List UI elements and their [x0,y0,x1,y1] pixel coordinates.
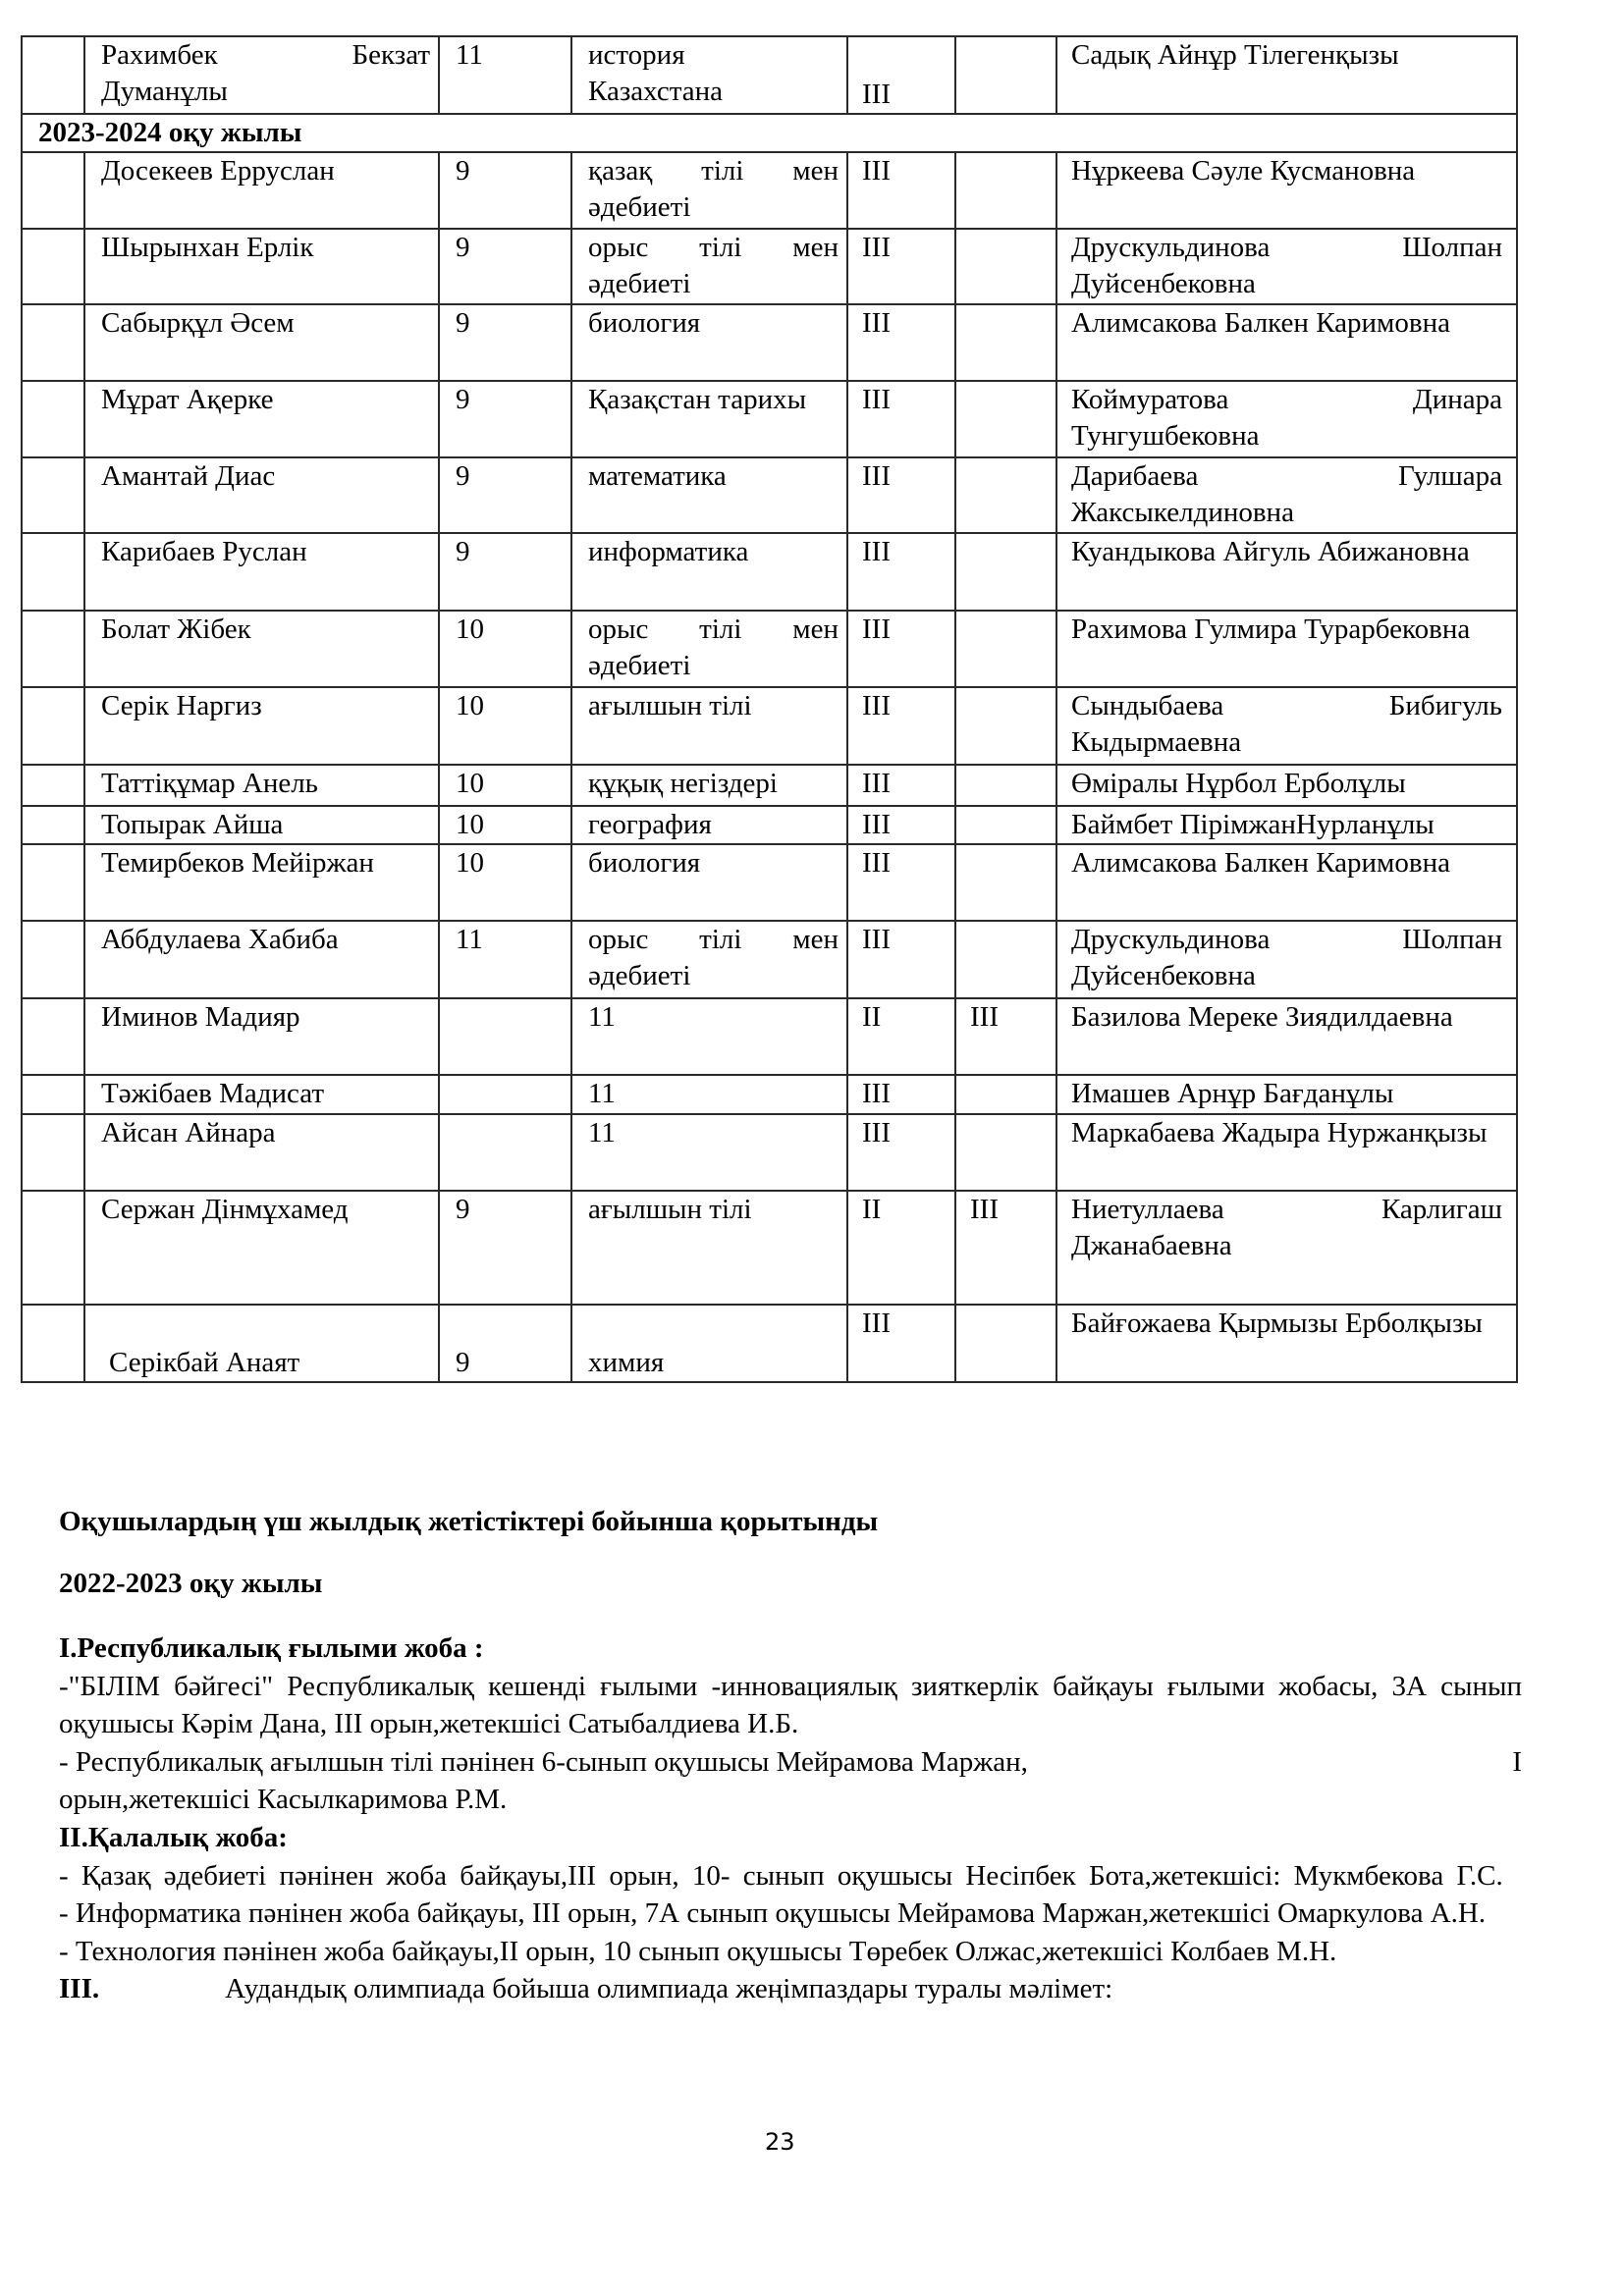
place-2-cell [955,304,1056,381]
student-name-cell: Айсан Айнара [84,1114,439,1191]
class-cell: 9 [439,457,571,533]
subject-cell: қазақ тілі мен әдебиеті [571,152,847,229]
place-cell: ІІ [847,998,955,1075]
number-cell [22,229,84,304]
student-name-cell: Болат Жібек [84,611,439,687]
table-row [22,152,1517,229]
student-patronymic: Думанұлы [101,76,228,107]
class-cell: 10 [439,844,571,921]
class-cell: 11 [439,921,571,998]
student-name-cell: Таттіқұмар Анель [84,765,439,806]
number-cell [22,457,84,533]
student-name-cell: Сержан Дінмұхамед [84,1191,439,1305]
place-2-cell [955,457,1056,533]
place-cell: ІІІ [847,1114,955,1191]
place-cell: ІІІ [847,806,955,844]
subject-line: Казахстана [588,76,723,107]
section2-item3: - Технология пәнінен жоба байқауы,ІІ орын, 10 сынып оқушысы Төребек Олжас,жетекшісі Колбаев М.Н. [59,1935,1337,1967]
student-name-cell: Амантай Диас [84,457,439,533]
place-2-cell: ІІІ [955,1191,1056,1305]
place-2-cell [955,1114,1056,1191]
number-cell [22,304,84,381]
number-cell [22,1114,84,1191]
place-2-cell [955,1305,1056,1382]
student-name-cell: Досекеев Ерруслан [84,152,439,229]
section1-item2-place: І [1512,1745,1522,1778]
class-cell: 9 [439,533,571,611]
section1-item2-text: - Республикалық ағылшын тілі пәнінен 6-сынып оқушысы Мейрамова Маржан, [59,1745,1028,1778]
place-cell: ІІІ [847,381,955,457]
table-row [22,687,1517,765]
summary-title: Оқушылардың үш жылдық жетістіктері бойынша қорытынды [59,1506,879,1537]
place-cell: ІІІ [847,765,955,806]
table-row [22,381,1517,457]
page-number: 23 [765,2128,795,2156]
number-cell [22,36,84,114]
place-cell: ІІІ [847,1305,955,1382]
class-cell: 9 [439,229,571,304]
place-2-cell [955,533,1056,611]
table-row [22,611,1517,687]
place-cell: ІІ [847,1191,955,1305]
student-name-cell: Серікбай Анаят [84,1305,439,1382]
section1-item1: -"БІЛІМ бәйгесі" Республикалық кешенді ғылыми -инновациялық зияткерлік байқауы ғылыми жобасы, 3А сынып оқушысы Кәрім Дана, ІІІ орын,жетекшісі Сатыбалдиева И.Б. [59,1670,1522,1740]
section1-heading: І.Республикалық ғылыми жоба : [59,1632,484,1664]
place-cell: ІІІ [847,304,955,381]
teacher-cell: Маркабаева Жадыра Нуржанқызы [1056,1114,1517,1191]
number-cell [22,1191,84,1305]
place-2-cell: ІІІ [955,998,1056,1075]
number-cell [22,611,84,687]
student-name-cell: Карибаев Руслан [84,533,439,611]
place-cell: ІІІ [847,611,955,687]
place-2-cell [955,36,1056,114]
number-cell [22,1075,84,1114]
teacher-cell: Сындыбаева Бибигуль Кыдырмаевна [1056,687,1517,765]
teacher-cell: Куандыкова Айгуль Абижановна [1056,533,1517,611]
place-cell: ІІІ [847,1075,955,1114]
teacher-cell: Ниетуллаева Карлигаш Джанабаевна [1056,1191,1517,1305]
class-cell: 10 [439,611,571,687]
place-2-cell [955,844,1056,921]
teacher-cell: Баймбет ПірімжанНурланұлы [1056,806,1517,844]
section3-number: ІІІ. [59,1973,100,2005]
student-name-cell: Иминов Мадияр [84,998,439,1075]
class-cell: 9 [439,152,571,229]
table-row [22,844,1517,921]
table-row [22,1305,1517,1382]
student-name-cell: Темирбеков Мейіржан [84,844,439,921]
number-cell [22,921,84,998]
number-cell [22,152,84,229]
class-cell: 9 [439,1191,571,1305]
place-2-cell [955,1075,1056,1114]
class-cell: 9 [439,1305,571,1382]
class-cell [439,1075,571,1114]
number-cell [22,381,84,457]
number-cell [22,998,84,1075]
teacher-cell: Рахимова Гулмира Турарбековна [1056,611,1517,687]
number-cell [22,1305,84,1382]
subject-cell: математика [571,457,847,533]
student-name-line [101,37,430,74]
table-row [22,921,1517,998]
class-cell: 10 [439,806,571,844]
subject-cell: орыс тілі мен әдебиеті [571,611,847,687]
subject-cell: орыс тілі мен әдебиеті [571,229,847,304]
place-cell: ІІІ [847,152,955,229]
place-cell: ІІІ [847,229,955,304]
awards-table [21,35,1518,1383]
place-2-cell [955,765,1056,806]
teacher-cell: Друскульдинова Шолпан Дуйсенбековна [1056,229,1517,304]
place-2-cell [955,806,1056,844]
student-surname: Рахимбек [101,39,218,71]
section1-item2-line [59,1743,1522,1782]
table-row [22,806,1517,844]
table-row [22,765,1517,806]
place-cell: ІІІ [847,687,955,765]
subject-cell: 11 [571,1075,847,1114]
subject-cell [571,36,847,114]
number-cell [22,687,84,765]
student-name-cell: Шырынхан Ерлік [84,229,439,304]
subject-cell: 11 [571,998,847,1075]
section-label: 2023-2024 оқу жылы [22,114,1517,152]
number-cell [22,806,84,844]
section3-text: Аудандық олимпиада бойыша олимпиада жеңімпаздары туралы мәлімет: [225,1973,1113,2005]
table-row [22,1191,1517,1305]
summary-year: 2022-2023 оқу жылы [59,1568,323,1599]
section2-heading: ІІ.Қалалық жоба: [59,1821,288,1853]
table-row [22,1114,1517,1191]
section-row [22,114,1517,152]
student-name-cell: Мұрат Ақерке [84,381,439,457]
student-name-cell: Аббдулаева Хабиба [84,921,439,998]
subject-cell: биология [571,844,847,921]
class-cell: 9 [439,381,571,457]
table-row [22,36,1517,114]
subject-cell: химия [571,1305,847,1382]
subject-cell: биология [571,304,847,381]
place-cell: ІІІ [847,844,955,921]
section1-item2-continuation: орын,жетекшісі Касылкаримова Р.М. [59,1784,508,1816]
place-2-cell [955,381,1056,457]
subject-cell: құқық негіздері [571,765,847,806]
table-row [22,998,1517,1075]
teacher-cell: Дарибаева Гулшара Жаксыкелдиновна [1056,457,1517,533]
subject-cell: информатика [571,533,847,611]
student-name-cell [84,36,439,114]
subject-cell: география [571,806,847,844]
class-cell [439,998,571,1075]
class-cell: 10 [439,687,571,765]
teacher-cell: Алимсакова Балкен Каримовна [1056,304,1517,381]
teacher-cell: Өміралы Нұрбол Ерболұлы [1056,765,1517,806]
table-row [22,229,1517,304]
place-cell: ІІІ [847,921,955,998]
subject-line: история [588,39,685,71]
class-cell [439,1114,571,1191]
place-2-cell [955,229,1056,304]
place-2-cell [955,611,1056,687]
teacher-cell: Друскульдинова Шолпан Дуйсенбековна [1056,921,1517,998]
place-2-cell [955,921,1056,998]
teacher-cell: Коймуратова Динара Тунгушбековна [1056,381,1517,457]
number-cell [22,765,84,806]
class-cell: 11 [439,36,571,114]
summary-body [59,1629,1522,2008]
place-cell: ІІІ [847,533,955,611]
student-name-cell: Топырак Айша [84,806,439,844]
teacher-cell: Байғожаева Қырмызы Ерболқызы [1056,1305,1517,1382]
teacher-cell: Нұркеева Сәуле Кусмановна [1056,152,1517,229]
place-2-cell [955,152,1056,229]
place-cell: ІІІ [847,36,955,114]
class-cell: 9 [439,304,571,381]
place-cell: ІІІ [847,457,955,533]
table-row [22,1075,1517,1114]
section3-line [59,1970,1522,2008]
subject-cell: ағылшын тілі [571,687,847,765]
teacher-cell: Алимсакова Балкен Каримовна [1056,844,1517,921]
teacher-cell: Садық Айнұр Тілегенқызы [1056,36,1517,114]
subject-cell: орыс тілі мен әдебиеті [571,921,847,998]
teacher-cell: Имашев Арнұр Бағданұлы [1056,1075,1517,1114]
student-name-cell: Серік Наргиз [84,687,439,765]
number-cell [22,844,84,921]
table-row [22,533,1517,611]
subject-cell: 11 [571,1114,847,1191]
place-2-cell [955,687,1056,765]
teacher-cell: Базилова Мереке Зиядилдаевна [1056,998,1517,1075]
section2-item1: - Қазақ әдебиеті пәнінен жоба байқауы,ІІІ орын, 10- сынып оқушысы Несіпбек Бота,жетекшісі: Мукмбекова Г.С. [59,1859,1503,1892]
subject-cell: ағылшын тілі [571,1191,847,1305]
section2-item2: - Информатика пәнінен жоба байқауы, ІІІ орын, 7А сынып оқушысы Мейрамова Маржан,жетекшісі Омаркулова А.Н. [59,1897,1487,1930]
subject-cell: Қазақстан тарихы [571,381,847,457]
table-row [22,457,1517,533]
student-name-cell: Сабырқұл Әсем [84,304,439,381]
student-name-cell: Тәжібаев Мадисат [84,1075,439,1114]
number-cell [22,533,84,611]
student-firstname: Бекзат [352,39,430,71]
table-row [22,304,1517,381]
class-cell: 10 [439,765,571,806]
